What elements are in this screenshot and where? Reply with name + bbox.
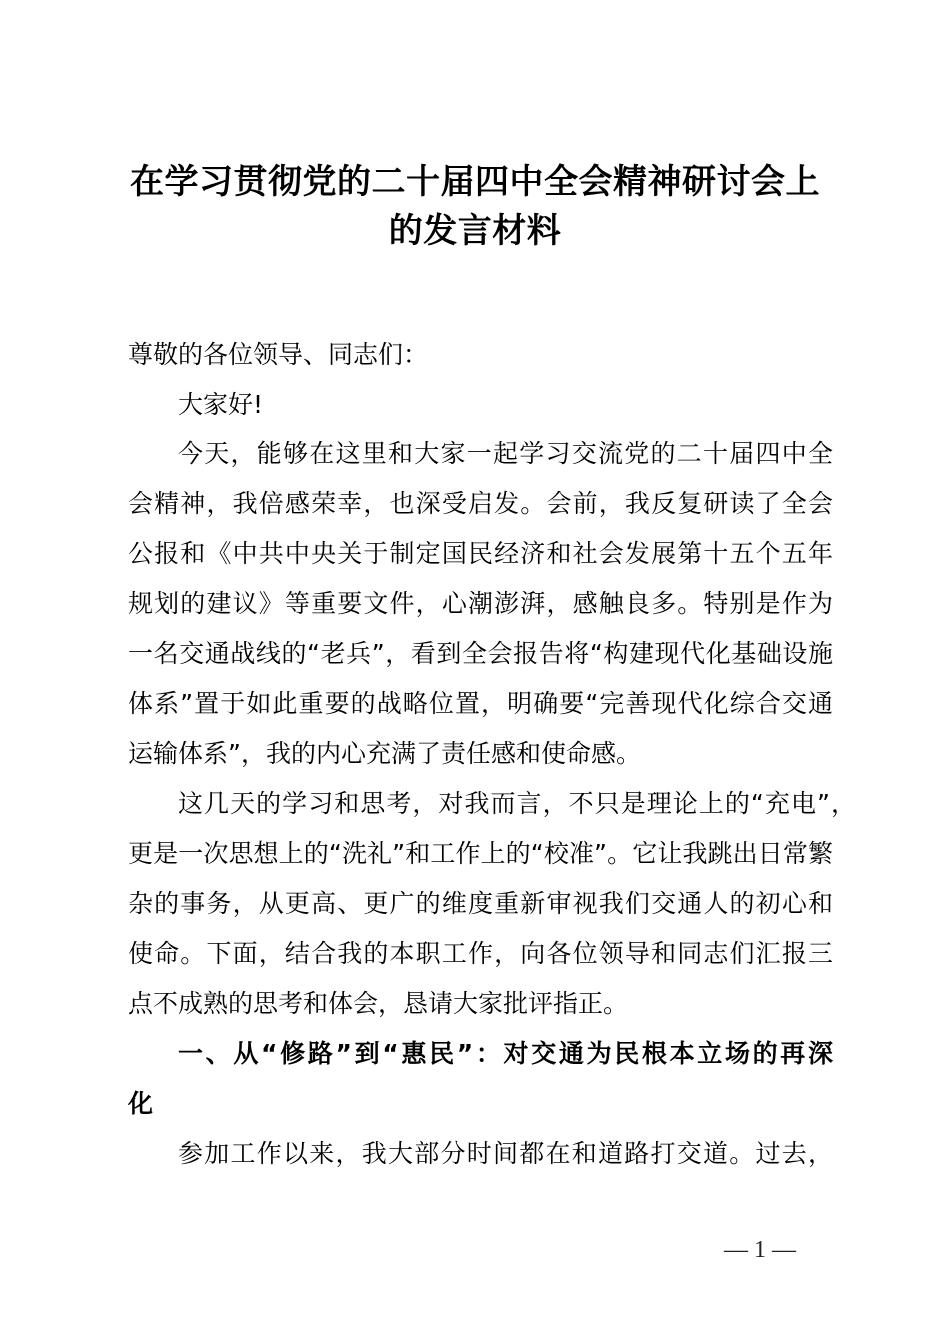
section-1-heading-continued: 化: [128, 1089, 154, 1118]
paragraph-2-line: 杂的事务，从更高、更广的维度重新审视我们交通人的初心和: [128, 889, 833, 918]
page-number: — 1 —: [724, 1237, 796, 1263]
paragraph-1-line: 今天，能够在这里和大家一起学习交流党的二十届四中全: [178, 439, 833, 468]
paragraph-1-line: 会精神，我倍感荣幸，也深受启发。会前，我反复研读了全会: [128, 489, 833, 518]
paragraph-1-line: 公报和《中共中央关于制定国民经济和社会发展第十五个五年: [128, 539, 833, 568]
paragraph-1-line: 体系”置于如此重要的战略位置，明确要“完善现代化综合交通: [128, 689, 833, 718]
paragraph-1-line: 一名交通战线的“老兵”，看到全会报告将“构建现代化基础设施: [128, 639, 833, 668]
section-1-heading: 一、从“修路”到“惠民”：对交通为民根本立场的再深: [178, 1039, 833, 1068]
paragraph-2-line: 更是一次思想上的“洗礼”和工作上的“校准”。它让我跳出日常繁: [128, 839, 833, 868]
paragraph-3-line: 参加工作以来，我大部分时间都在和道路打交道。过去，: [178, 1139, 833, 1168]
salutation: 尊敬的各位领导、同志们：: [128, 340, 429, 369]
paragraph-1-line: 运输体系”，我的内心充满了责任感和使命感。: [128, 739, 641, 768]
greeting: 大家好!: [178, 390, 264, 419]
paragraph-1-line: 规划的建议》等重要文件，心潮澎湃，感触良多。特别是作为: [128, 589, 833, 618]
document-title-line-2: 的发言材料: [388, 211, 562, 251]
paragraph-2-line: 点不成熟的思考和体会，恳请大家批评指正。: [128, 989, 629, 1018]
document-title-line-1: 在学习贯彻党的二十届四中全会精神研讨会上: [130, 162, 820, 202]
paragraph-2-line: 使命。下面，结合我的本职工作，向各位领导和同志们汇报三: [128, 939, 833, 968]
paragraph-2-line: 这几天的学习和思考，对我而言，不只是理论上的“充电”，: [178, 789, 856, 818]
